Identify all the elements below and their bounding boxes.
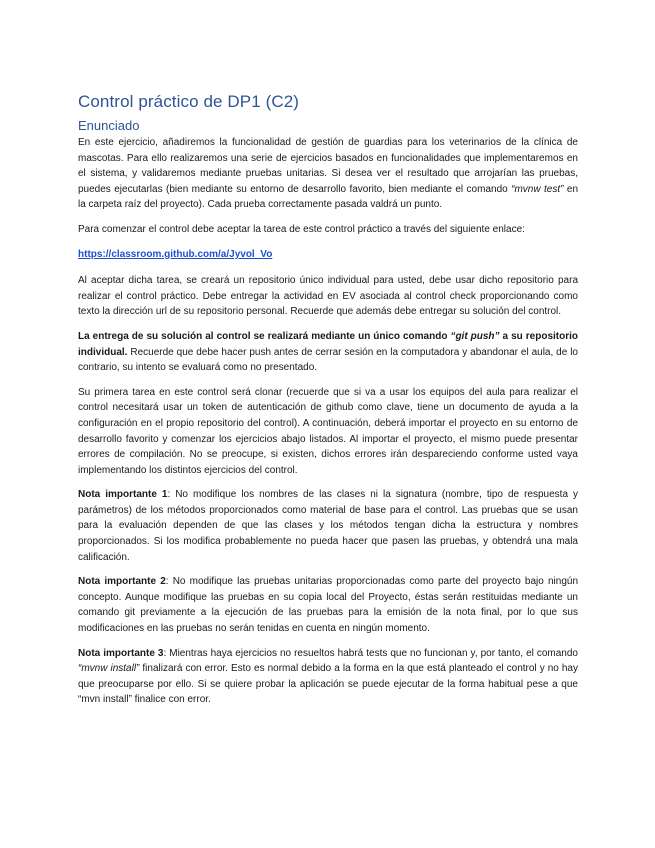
note-1-paragraph <box>78 487 578 565</box>
mvnw-test-command: “mvnw test” <box>511 183 564 195</box>
note-2-paragraph <box>78 574 578 636</box>
note-1-label: Nota importante 1 <box>78 489 168 501</box>
note-3-text-b: finalizará con error. Esto es normal debido a la forma en la que está planteado el control y no hay que preocuparse por ello. Si se quiere probar la aplicación se puede ejecutar de la forma habitual pese a que “mvn install” finalice con error. <box>78 663 578 706</box>
accept-task-paragraph: Para comenzar el control debe aceptar la tarea de este control práctico a través del siguiente enlace: <box>78 223 525 235</box>
submission-bold-b: a su repositorio individual. <box>78 330 579 358</box>
mvnw-install-command: “mvnw install” <box>78 663 140 675</box>
git-push-command: “git push” <box>450 330 500 342</box>
classroom-link[interactable]: https://classroom.github.com/a/Jyvol_Vo <box>78 248 273 260</box>
note-1-text: : No modifique los nombres de las clases ni la signatura (nombre, tipo de respuesta y parámetros) de los métodos proporcionados como material de base para el control. Las pruebas que se usan para la evaluación dependen de que las clases y los métodos tengan dicha la estructura y nombres proporcionados. Si los modifica probablemente no pueda hacer que pasen las pruebas, y obtendrá una mala calificación. <box>78 489 578 563</box>
clone-paragraph: Su primera tarea en este control será clonar (recuerde que si va a usar los equipos del aula para realizar el control necesitará usar un token de autenticación de github como clave, tiene un documento de ayuda a la configuración en el propio repositorio del control). A continuación, deberá importar el proyecto en su entorno de desarrollo favorito y comenzar los ejercicios abajo listados. Al importar el proyecto, el mismo puede presentar errores de compilación. No se preocupe, si existen, dichos errores irán despareciendo conforme usted vaya implementando los distintos ejercicios del control. <box>78 386 578 476</box>
intro-text-a: En este ejercicio, añadiremos la funcionalidad de gestión de guardias para los veterinarios de la clínica de mascotas. Para ello realizaremos una serie de ejercicios basados en funcionalidades que implementaremos en el sistema, y validaremos mediante pruebas unitarias. Si desea ver el resultado que arrojarían las pruebas, puedes ejecutarlas (bien mediante su entorno de desarrollo favorito, bien mediante el comando <box>78 137 578 195</box>
page-title: Control práctico de DP1 (C2) <box>78 92 300 111</box>
note-2-text: : No modifique las pruebas unitarias proporcionadas como parte del proyecto bajo ningún concepto. Aunque modifique las pruebas en su copia local del Proyecto, éstas serán restituidas mediante un comando git previamente a la ejecución de las pruebas para la emisión de la nota final, por lo que sus modificaciones en las pruebas no serán tenidas en cuenta en ningún momento. <box>78 576 579 635</box>
repository-paragraph: Al aceptar dicha tarea, se creará un repositorio único individual para usted, debe usar dicho repositorio para realizar el control práctico. Debe entregar la actividad en EV asociada al control check proporcionando como texto la dirección url de su repositorio personal. Recuerde que además debe entregar su solución del control. <box>78 275 578 318</box>
submission-paragraph <box>78 329 578 376</box>
submission-rest: Recuerde que debe hacer push antes de cerrar sesión en la computadora y abandonar el aula, de lo contrario, su intento se evaluará como no presentado. <box>78 346 578 374</box>
intro-text-b: en la carpeta raíz del proyecto). Cada prueba correctamente pasada valdrá un punto. <box>78 183 579 211</box>
intro-paragraph <box>78 135 578 213</box>
section-heading-enunciado: Enunciado <box>78 118 140 133</box>
document-body <box>78 135 578 717</box>
note-3-paragraph <box>78 646 578 708</box>
note-3-text-a: : Mientras haya ejercicios no resueltos habrá tests que no funcionan y, por tanto, el comando <box>163 647 578 659</box>
note-3-label: Nota importante 3 <box>78 647 164 659</box>
note-2-label: Nota importante 2 <box>78 576 166 588</box>
submission-bold-a: La entrega de su solución al control se realizará mediante un único comando <box>78 330 451 342</box>
link-paragraph <box>78 247 578 263</box>
